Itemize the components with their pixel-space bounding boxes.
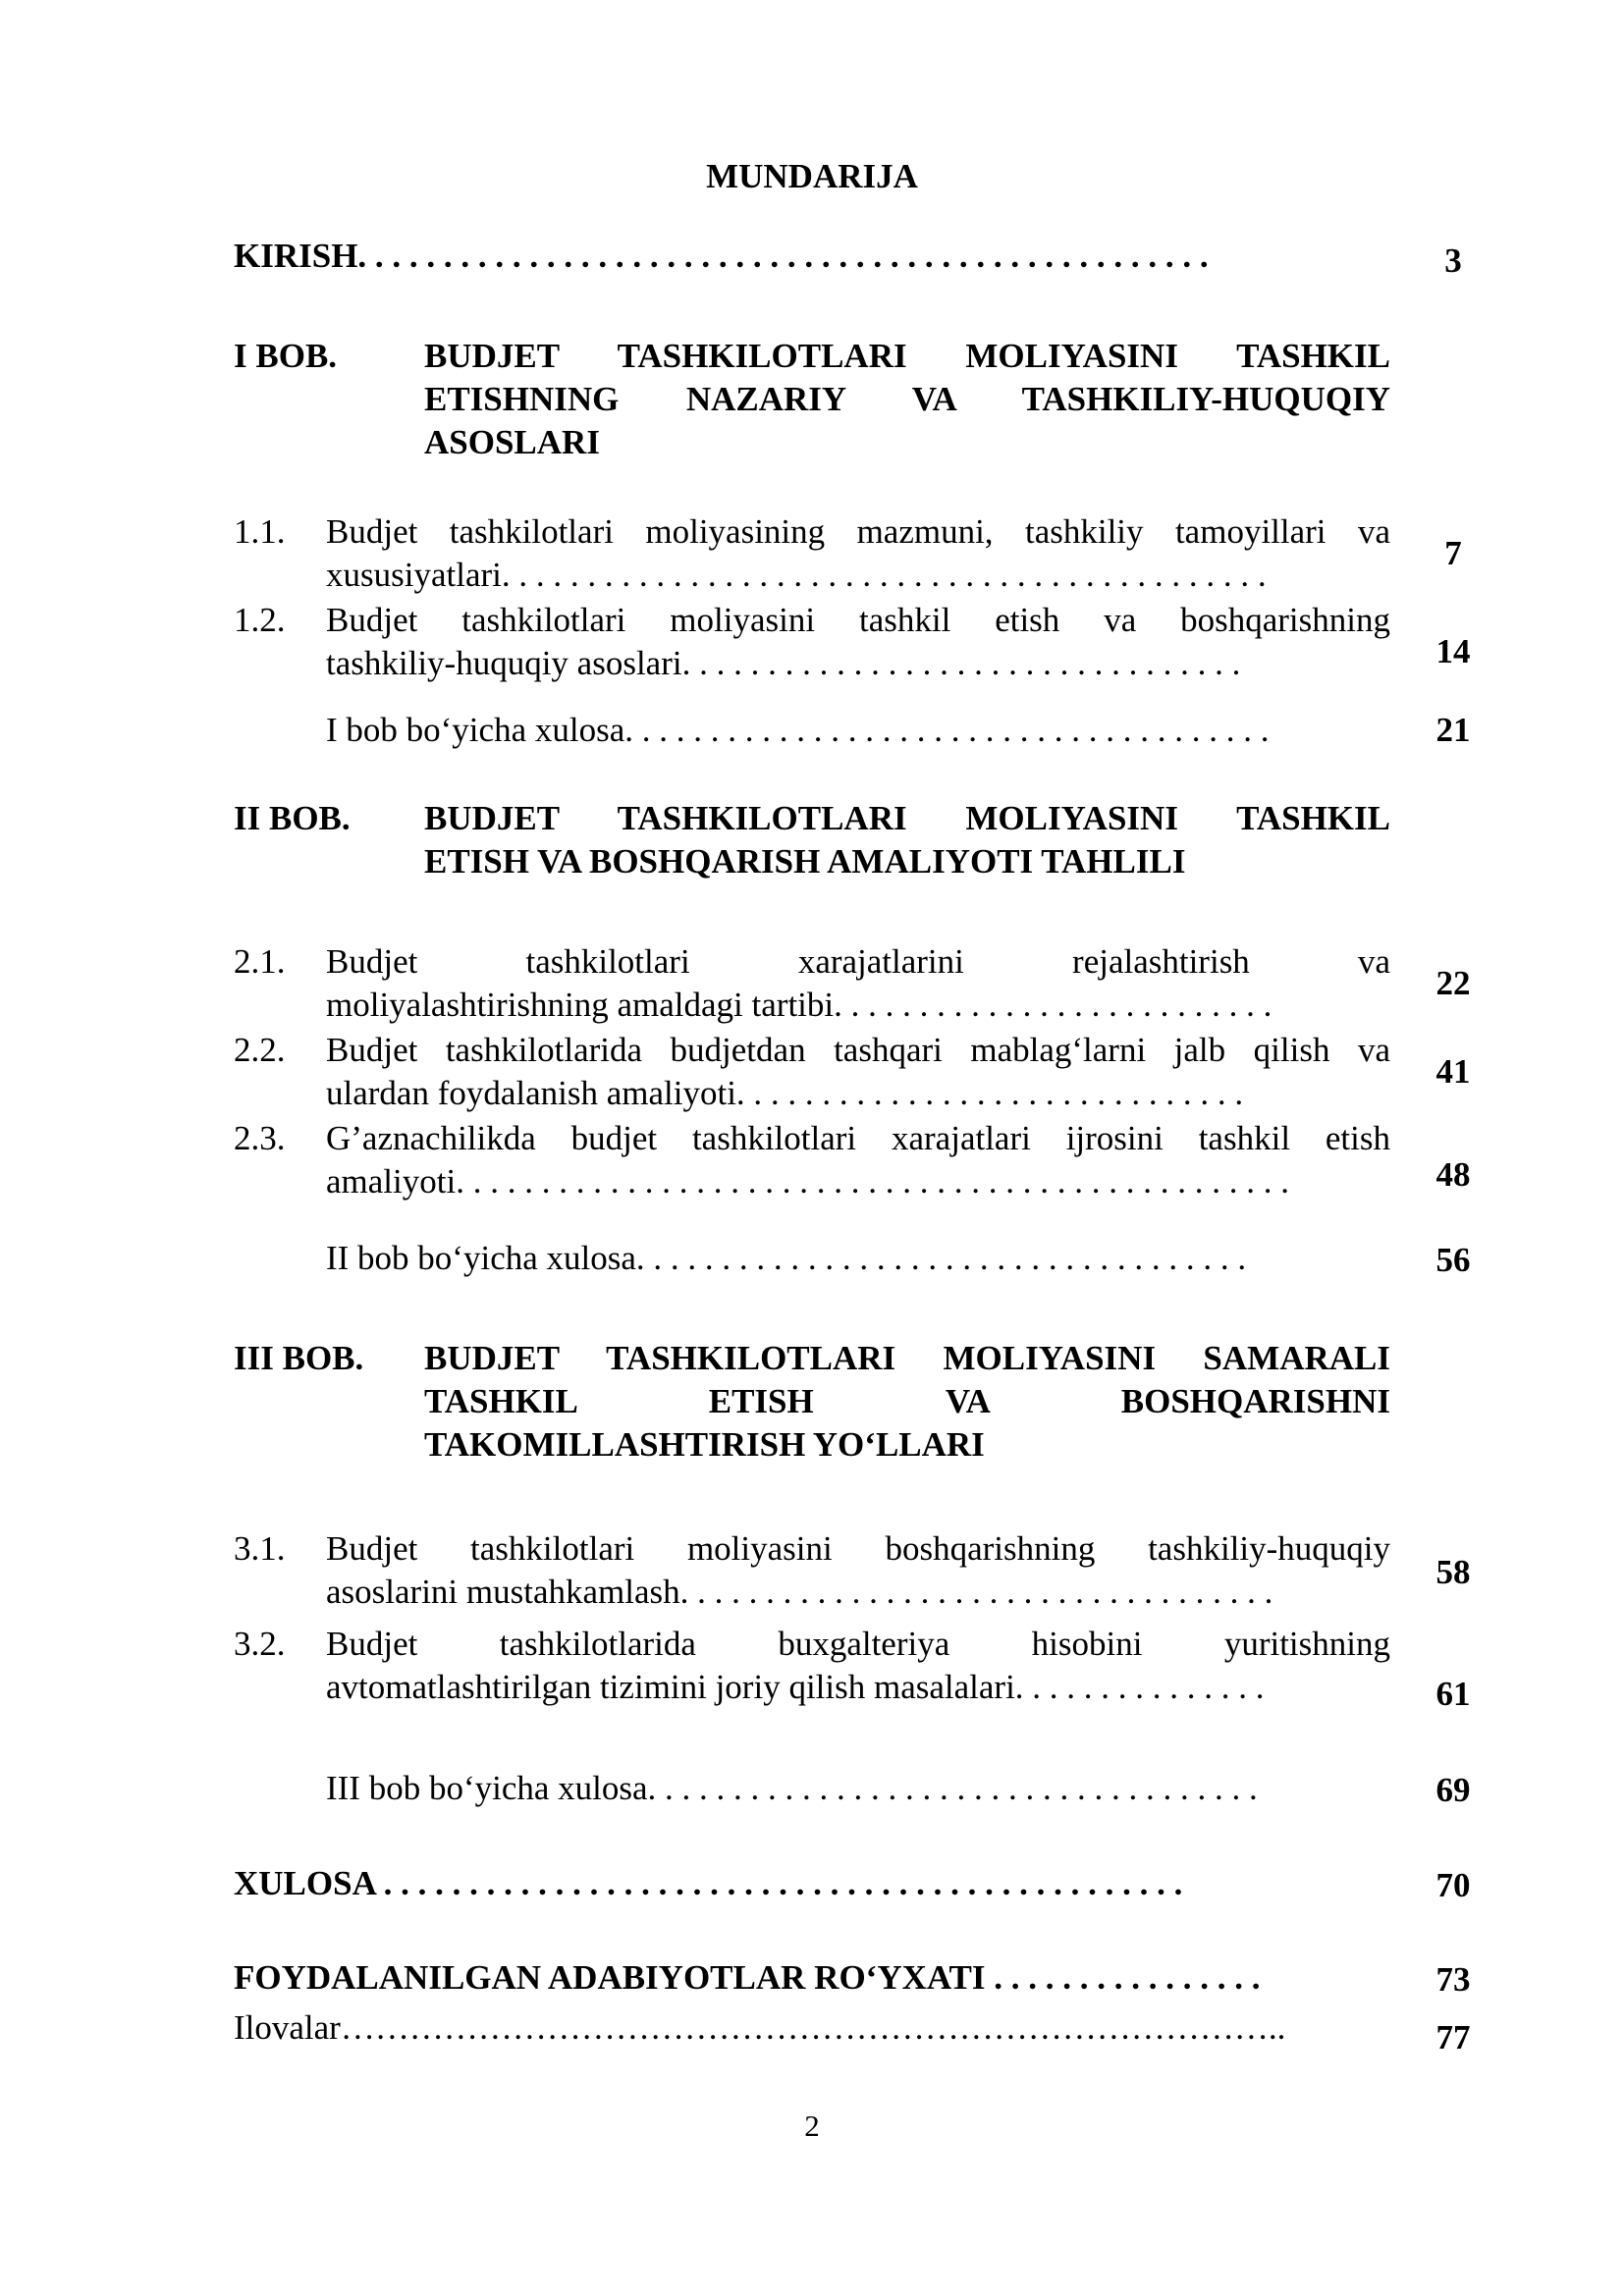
- section-title-line: Budjet tashkilotlarida buxgalteriya hisobini yuritishning: [326, 1625, 1390, 1663]
- toc-entry-conclusion: XULOSA . . . . . . . . . . . . . . . . . . . . . . . . . . . . . . . . . . . . . . . . . . . . . . .: [234, 1864, 1183, 1902]
- section-page-number: 14: [1435, 632, 1471, 670]
- chapter-summary: II bob bo‘yicha xulosa. . . . . . . . . . . . . . . . . . . . . . . . . . . . . . . . . . . .: [326, 1239, 1247, 1277]
- section-title-line: G’aznachilikda budjet tashkilotlari xarajatlari ijrosini tashkil etish: [326, 1119, 1390, 1157]
- section-number: 2.2.: [234, 1031, 286, 1069]
- section-number: 2.3.: [234, 1119, 286, 1157]
- section-number: 3.2.: [234, 1625, 286, 1663]
- section-page-number: 7: [1444, 534, 1462, 572]
- section-title-line: Budjet tashkilotlari moliyasini boshqarishning tashkiliy-huquqiy: [326, 1529, 1390, 1568]
- chapter-label: II BOB.: [234, 799, 351, 837]
- chapter-label: I BOB.: [234, 337, 338, 375]
- chapter-summary: I bob bo‘yicha xulosa. . . . . . . . . . . . . . . . . . . . . . . . . . . . . . . . . . . . . .: [326, 711, 1270, 749]
- section-title-line: ulardan foydalanish amaliyoti. . . . . . . . . . . . . . . . . . . . . . . . . . . . . .: [326, 1074, 1244, 1112]
- section-number: 2.1.: [234, 942, 286, 981]
- section-number: 1.1.: [234, 512, 286, 551]
- chapter-label: III BOB.: [234, 1339, 364, 1377]
- chapter-title-line: TASHKIL ETISH VA BOSHQARISHNI: [424, 1382, 1390, 1420]
- document-title: MUNDARIJA: [706, 157, 918, 195]
- section-number: 3.1.: [234, 1529, 286, 1568]
- chapter-title-line: BUDJET TASHKILOTLARI MOLIYASINI SAMARALI: [424, 1339, 1390, 1377]
- chapter-title-line: ASOSLARI: [424, 423, 600, 461]
- chapter-summary-page: 21: [1435, 711, 1471, 749]
- page-number: 2: [804, 2109, 820, 2143]
- section-page-number: 41: [1435, 1052, 1471, 1091]
- section-title-line: Budjet tashkilotlari moliyasini tashkil etish va boshqarishning: [326, 601, 1390, 639]
- chapter-title-line: ETISH VA BOSHQARISH AMALIYOTI TAHLILI: [424, 842, 1186, 881]
- toc-page-conclusion: 70: [1435, 1866, 1471, 1904]
- section-number: 1.2.: [234, 601, 286, 639]
- toc-entry-appendix: Ilovalar………………………………………………………………………..: [234, 2008, 1286, 2047]
- section-title-line: Budjet tashkilotlari moliyasining mazmuni, tashkiliy tamoyillari va: [326, 512, 1390, 551]
- section-title-line: Budjet tashkilotlari xarajatlarini rejalashtirish va: [326, 942, 1390, 981]
- section-page-number: 22: [1435, 964, 1471, 1002]
- chapter-title-line: ETISHNING NAZARIY VA TASHKILIY-HUQUQIY: [424, 380, 1390, 418]
- section-title-line: xususiyatlari. . . . . . . . . . . . . . . . . . . . . . . . . . . . . . . . . . . . . . . . . . . . .: [326, 556, 1267, 594]
- section-page-number: 58: [1435, 1553, 1471, 1591]
- chapter-title-line: BUDJET TASHKILOTLARI MOLIYASINI TASHKIL: [424, 337, 1390, 375]
- section-page-number: 48: [1435, 1155, 1471, 1194]
- chapter-title-line: BUDJET TASHKILOTLARI MOLIYASINI TASHKIL: [424, 799, 1390, 837]
- section-title-line: tashkiliy-huquqiy asoslari. . . . . . . . . . . . . . . . . . . . . . . . . . . . . . . . .: [326, 644, 1241, 682]
- section-title-line: amaliyoti. . . . . . . . . . . . . . . . . . . . . . . . . . . . . . . . . . . . . . . . . . . . . . . . .: [326, 1162, 1289, 1201]
- toc-entry-intro: KIRISH. . . . . . . . . . . . . . . . . . . . . . . . . . . . . . . . . . . . . . . . . . . . . . . . . .: [234, 237, 1209, 275]
- section-page-number: 61: [1435, 1675, 1471, 1713]
- chapter-title-line: TAKOMILLASHTIRISH YO‘LLARI: [424, 1425, 985, 1464]
- chapter-summary-page: 69: [1435, 1771, 1471, 1809]
- chapter-summary: III bob bo‘yicha xulosa. . . . . . . . . . . . . . . . . . . . . . . . . . . . . . . . . . . .: [326, 1769, 1258, 1807]
- toc-page-references: 73: [1435, 1960, 1471, 1999]
- toc-page-appendix: 77: [1435, 2018, 1471, 2056]
- toc-page-intro: 3: [1444, 241, 1462, 280]
- toc-entry-references: FOYDALANILGAN ADABIYOTLAR RO‘YXATI . . . . . . . . . . . . . . . .: [234, 1958, 1261, 1997]
- section-title-line: asoslarini mustahkamlash. . . . . . . . . . . . . . . . . . . . . . . . . . . . . . . . . . .: [326, 1573, 1273, 1611]
- section-title-line: moliyalashtirishning amaldagi tartibi. . . . . . . . . . . . . . . . . . . . . . . . . .: [326, 986, 1272, 1024]
- chapter-summary-page: 56: [1435, 1241, 1471, 1279]
- section-title-line: avtomatlashtirilgan tizimini joriy qilish masalalari. . . . . . . . . . . . . . .: [326, 1668, 1265, 1706]
- section-title-line: Budjet tashkilotlarida budjetdan tashqari mablag‘larni jalb qilish va: [326, 1031, 1390, 1069]
